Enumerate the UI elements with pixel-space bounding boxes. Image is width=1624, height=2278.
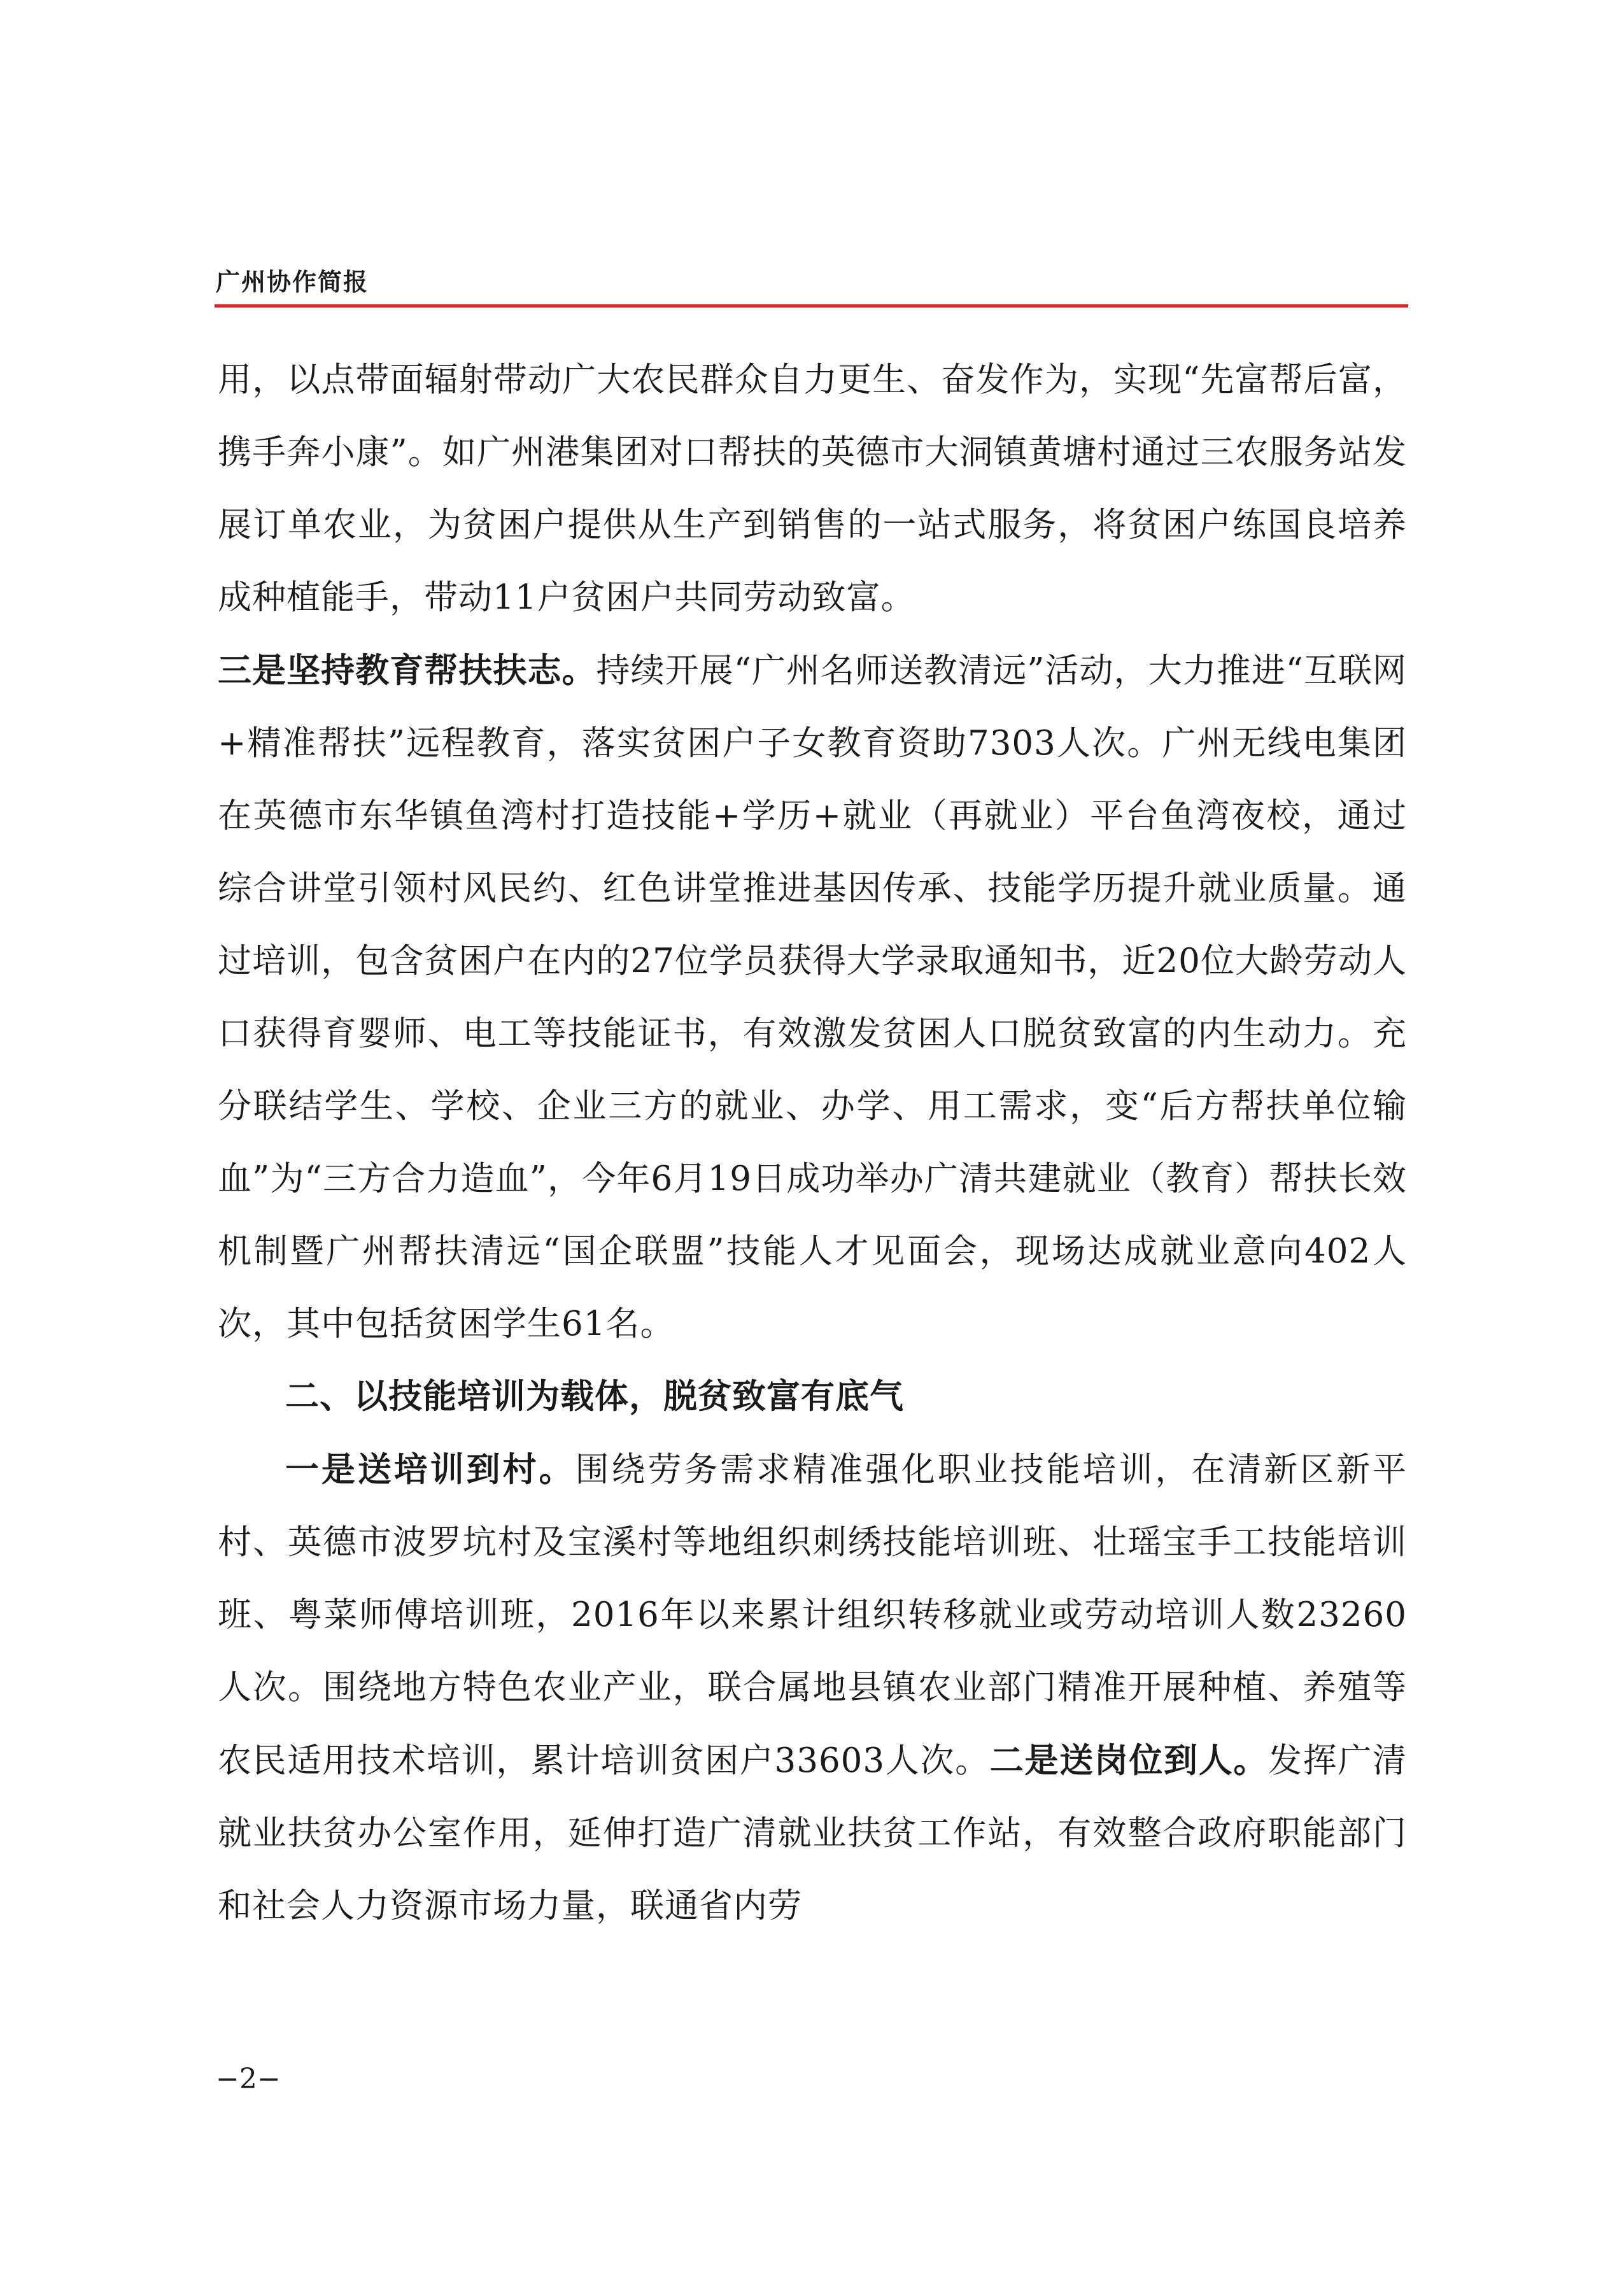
document-header-title: 广州协作简报 (216, 268, 369, 296)
paragraph-text-jobs: 发挥广清就业扶贫办公室作用，延伸打造广清就业扶贫工作站，有效整合政府职能部门和社会人力资源市场力量，联通省内劳 (218, 1741, 1408, 1925)
paragraph-text-training: 围绕劳务需求精准强化职业技能培训，在清新区新平村、英德市波罗坑村及宝溪村等地组织刺绣技能培训班、壮瑶宝手工技能培训班、粤菜师傅培训班，2016年以来累计组织转移就业或劳动培训人数23260人次。围绕地方特色农业产业，联合属地县镇农业部门精准开展种植、养殖等农民适用技术培训，累计培训贫困户33603人次。 (218, 1450, 1408, 1780)
paragraph-lead-education: 三是坚持教育帮扶扶志。 (218, 651, 597, 690)
paragraph-education-support (218, 634, 1407, 1361)
section-heading-2: 二、以技能培训为载体，脱贫致富有底气 (285, 1377, 904, 1416)
header-divider-line (215, 304, 1408, 308)
page-number: −2− (216, 2063, 281, 2095)
paragraph-training (218, 1433, 1407, 1942)
document-body (218, 344, 1407, 1942)
paragraph-lead-training: 一是送培训到村。 (285, 1450, 575, 1489)
paragraph-lead-jobs: 二是送岗位到人。 (989, 1741, 1269, 1780)
paragraph-continuation: 用，以点带面辐射带动广大农民群众自力更生、奋发作为，实现“先富帮后富，携手奔小康”。如广州港集团对口帮扶的英德市大洞镇黄塘村通过三农服务站发展订单农业，为贫困户提供从生产到销售的一站式服务，将贫困户练国良培养成种植能手，带动11户贫困户共同劳动致富。 (218, 360, 1407, 617)
paragraph-text-education: 持续开展“广州名师送教清远”活动，大力推进“互联网+精准帮扶”远程教育，落实贫困户子女教育资助7303人次。广州无线电集团在英德市东华镇鱼湾村打造技能+学历+就业（再就业）平台鱼湾夜校，通过综合讲堂引领村风民约、红色讲堂推进基因传承、技能学历提升就业质量。通过培训，包含贫困户在内的27位学员获得大学录取通知书，近20位大龄劳动人口获得育婴师、电工等技能证书，有效激发贫困人口脱贫致富的内生动力。充分联结学生、学校、企业三方的就业、办学、用工需求，变“后方帮扶单位输血”为“三方合力造血”，今年6月19日成功举办广清共建就业（教育）帮扶长效机制暨广州帮扶清远“国企联盟”技能人才见面会，现场达成就业意向402人次，其中包括贫困学生61名。 (218, 651, 1407, 1343)
